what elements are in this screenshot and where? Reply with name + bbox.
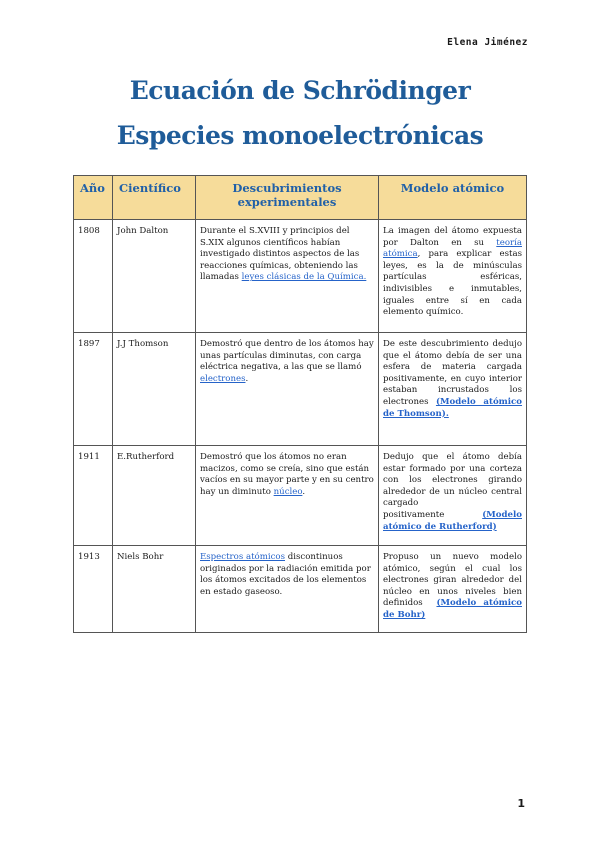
header-year: Año bbox=[74, 176, 113, 220]
classic-laws-link[interactable]: leyes clásicas de la Química. bbox=[241, 272, 367, 283]
row-model bbox=[379, 446, 527, 546]
table-row bbox=[74, 446, 527, 546]
row-year: 1911 bbox=[74, 446, 113, 546]
table-row bbox=[74, 220, 527, 333]
model-text: Propuso un nuevo modelo atómico, según el cual los electrones giran alrededor del núcleo en unos niveles bien definidos bbox=[383, 552, 522, 609]
row-scientist: John Dalton bbox=[113, 220, 196, 333]
discovery-text-post: . bbox=[302, 486, 306, 497]
model-text: Dedujo que el átomo debía estar formado por una corteza con los electrones girando alrededor de un núcleo central cargado positivamente bbox=[383, 452, 522, 520]
table-row bbox=[74, 333, 527, 446]
row-discovery bbox=[196, 333, 379, 446]
row-scientist: E.Rutherford bbox=[113, 446, 196, 546]
page-number: 1 bbox=[517, 797, 525, 810]
table-row bbox=[74, 546, 527, 633]
discovery-text: Demostró que los átomos no eran macizos, como se creía, sino que están vacíos en su mayor parte y en su centro hay un diminuto bbox=[200, 452, 374, 497]
model-text: De este descubrimiento dedujo que el átomo debía de ser una esfera de materia cargada positivamente, en cuyo interior estaban incrustados los electrones bbox=[383, 339, 522, 407]
rutherford-model-link[interactable]: (Modelo atómico de Rutherford) bbox=[383, 509, 522, 532]
atomic-models-table bbox=[73, 175, 527, 633]
row-model bbox=[379, 546, 527, 633]
row-year: 1897 bbox=[74, 333, 113, 446]
row-discovery bbox=[196, 546, 379, 633]
discovery-text: discontinuos originados por la radiación emitida por los átomos excitados de los elementos en estado gaseoso. bbox=[200, 552, 371, 597]
header-scientist: Científico bbox=[113, 176, 196, 220]
atomic-spectra-link[interactable]: Espectros atómicos bbox=[200, 552, 286, 562]
bohr-model-link[interactable]: (Modelo atómico de Bohr) bbox=[383, 598, 522, 620]
discovery-text: Demostró que dentro de los átomos hay unas partículas diminutas, con carga eléctrica negativa, a las que se llamó bbox=[200, 339, 374, 373]
row-model bbox=[379, 333, 527, 446]
discovery-text: Durante el S.XVIII y principios del S.XIX algunos científicos habían investigado distintos aspectos de las reacciones químicas, obteniendo las llamadas bbox=[200, 226, 360, 283]
row-year: 1808 bbox=[74, 220, 113, 333]
table-header-row bbox=[74, 176, 527, 220]
row-scientist: J.J Thomson bbox=[113, 333, 196, 446]
row-scientist: Niels Bohr bbox=[113, 546, 196, 633]
atomic-theory-link[interactable]: teoría atómica bbox=[383, 237, 522, 260]
electrons-link[interactable]: electrones bbox=[200, 373, 246, 384]
header-discoveries: Descubrimientos experimentales bbox=[196, 176, 379, 220]
row-year: 1913 bbox=[74, 546, 113, 633]
nucleus-link[interactable]: núcleo bbox=[273, 486, 303, 497]
model-text: La imagen del átomo expuesta por Dalton en su bbox=[383, 226, 522, 248]
discovery-text-post: . bbox=[245, 373, 249, 384]
row-model bbox=[379, 220, 527, 333]
header-atomic-model: Modelo atómico bbox=[379, 176, 527, 220]
row-discovery bbox=[196, 220, 379, 333]
author-name: Elena Jiménez bbox=[447, 37, 528, 48]
document-subtitle: Especies monoelectrónicas bbox=[116, 121, 484, 150]
model-text-post: , para explicar estas leyes, es la de minúsculas partículas esféricas, indivisibles e inmutables, iguales entre sí en cada elemento químico. bbox=[383, 249, 522, 318]
thomson-model-link[interactable]: (Modelo atómico de Thomson). bbox=[383, 396, 523, 419]
document-title: Ecuación de Schrödinger bbox=[129, 76, 471, 105]
row-discovery bbox=[196, 446, 379, 546]
